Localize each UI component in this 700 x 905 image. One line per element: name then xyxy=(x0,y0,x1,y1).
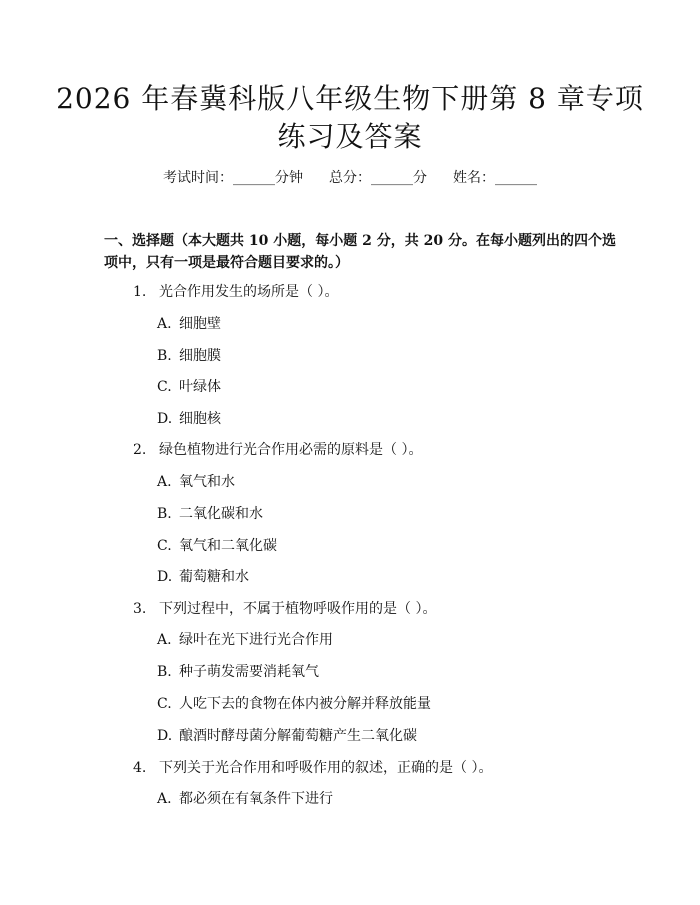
question-text: 绿色植物进行光合作用必需的原料是（ ）。 xyxy=(159,442,423,458)
question-3-option-c xyxy=(157,694,431,714)
option-text: 叶绿体 xyxy=(179,379,221,395)
option-letter: D. xyxy=(157,728,173,744)
section-heading-line-2: 项中，只有一项是最符合题目要求的。） xyxy=(104,255,349,271)
option-text: 氧气和水 xyxy=(179,474,235,490)
question-1-option-d xyxy=(157,409,221,429)
question-number: 3. xyxy=(133,601,147,617)
question-1-option-a xyxy=(157,314,221,334)
option-letter: A. xyxy=(157,791,172,807)
option-text: 细胞核 xyxy=(179,411,221,427)
question-text: 下列关于光合作用和呼吸作用的叙述，正确的是（ ）。 xyxy=(159,760,493,776)
question-2-option-b xyxy=(157,504,263,524)
question-1 xyxy=(133,282,338,302)
exam-name: 姓名：______ xyxy=(453,170,537,186)
option-letter: A. xyxy=(157,316,172,332)
option-letter: A. xyxy=(157,632,172,648)
question-2-option-d xyxy=(157,567,249,587)
section-heading-line-1: 一、选择题（本大题共 10 小题，每小题 2 分，共 20 分。在每小题列出的四个选 xyxy=(104,233,616,249)
option-text: 氧气和二氧化碳 xyxy=(179,538,277,554)
section-heading xyxy=(104,230,624,274)
option-letter: D. xyxy=(157,569,173,585)
option-letter: B. xyxy=(157,664,172,680)
question-3-option-d xyxy=(157,726,417,746)
question-2-option-a xyxy=(157,472,235,492)
question-1-option-c xyxy=(157,377,221,397)
option-text: 二氧化碳和水 xyxy=(179,506,263,522)
option-text: 葡萄糖和水 xyxy=(179,569,249,585)
option-letter: C. xyxy=(157,538,172,554)
exam-info xyxy=(0,168,700,188)
exam-time: 考试时间：______分钟 xyxy=(163,170,303,186)
document-title xyxy=(0,80,700,156)
option-text: 种子萌发需要消耗氧气 xyxy=(179,664,319,680)
option-letter: B. xyxy=(157,348,172,364)
question-number: 1. xyxy=(133,284,147,300)
question-3-option-a xyxy=(157,630,333,650)
question-4 xyxy=(133,758,492,778)
option-letter: B. xyxy=(157,506,172,522)
option-text: 都必须在有氧条件下进行 xyxy=(179,791,333,807)
question-text: 下列过程中，不属于植物呼吸作用的是（ ）。 xyxy=(159,601,437,617)
option-letter: C. xyxy=(157,379,172,395)
question-text: 光合作用发生的场所是（ ）。 xyxy=(159,284,339,300)
option-text: 酿酒时酵母菌分解葡萄糖产生二氧化碳 xyxy=(179,728,417,744)
option-text: 人吃下去的食物在体内被分解并释放能量 xyxy=(179,696,431,712)
question-2 xyxy=(133,440,422,460)
question-3-option-b xyxy=(157,662,319,682)
option-letter: A. xyxy=(157,474,172,490)
option-text: 细胞膜 xyxy=(179,348,221,364)
question-3 xyxy=(133,599,436,619)
question-2-option-c xyxy=(157,536,277,556)
question-number: 4. xyxy=(133,760,147,776)
exam-score: 总分：______分 xyxy=(329,170,427,186)
option-text: 绿叶在光下进行光合作用 xyxy=(179,632,333,648)
question-1-option-b xyxy=(157,346,221,366)
title-line-1: 2026 年春冀科版八年级生物下册第 8 章专项 xyxy=(56,82,644,115)
option-letter: C. xyxy=(157,696,172,712)
title-line-2: 练习及答案 xyxy=(277,120,423,153)
question-number: 2. xyxy=(133,442,147,458)
question-4-option-a xyxy=(157,789,333,809)
option-text: 细胞壁 xyxy=(179,316,221,332)
option-letter: D. xyxy=(157,411,173,427)
